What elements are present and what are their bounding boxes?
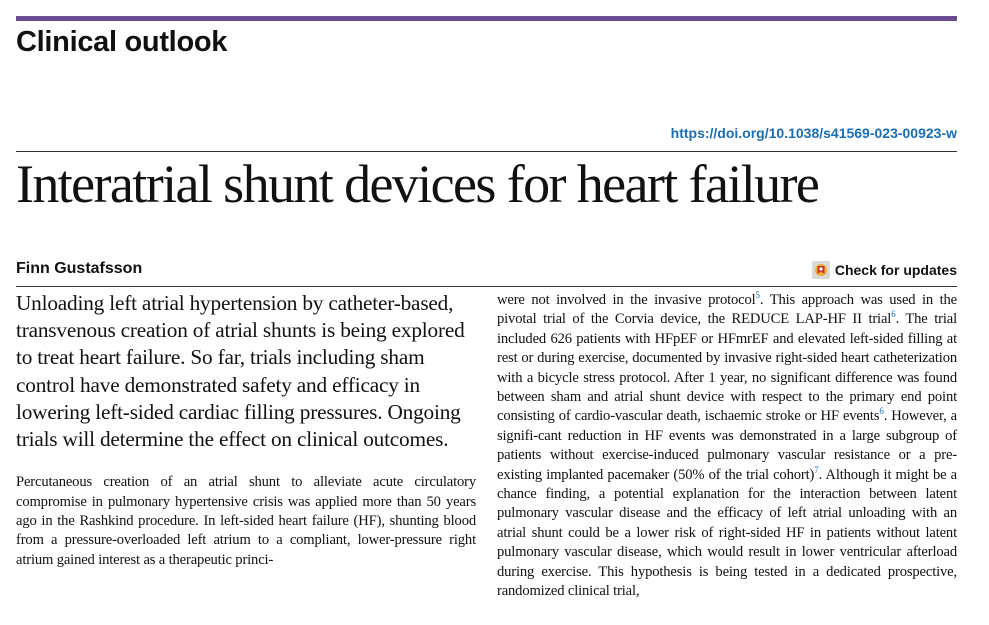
body-text-segment: . This approach was used in the pivotal trial of the Corvia device, the REDUCE LAP-HF II trial [497, 292, 957, 328]
reference-link[interactable]: 6 [891, 309, 896, 320]
body-paragraph-right [497, 291, 957, 602]
reference-link[interactable]: 6 [879, 406, 884, 417]
standfirst: Unloading left atrial hypertension by catheter-based, transvenous creation of atrial shunts is being explored to treat heart failure. So far, trials including sham control have demonstrated safety and efficacy in lowering left-sided cardiac filling pressures. Ongoing trials will determine the effect on clinical outcomes. [16, 291, 465, 452]
body-paragraph-left: Percutaneous creation of an atrial shunt to alleviate acute circulatory compromise in pulmonary hypertensive crisis was applied more than 50 years ago in the Rashkind procedure. In left-sided heart failure (HF), shunting blood from a pressure-overloaded left atrium to a compliant, lower-pressure right atrium gained interest as a therapeutic princi- [16, 474, 476, 568]
author-name[interactable]: Finn Gustafsson [16, 260, 143, 277]
accent-bar [16, 16, 957, 21]
left-column [16, 290, 476, 570]
reference-link[interactable]: 7 [814, 464, 819, 475]
doi-link[interactable]: https://doi.org/10.1038/s41569-023-00923-w [670, 125, 957, 141]
section-label: Clinical outlook [16, 26, 228, 58]
reference-link[interactable]: 5 [755, 290, 760, 301]
byline-divider [16, 286, 957, 287]
body-text-segment: were not involved in the invasive protocol [497, 292, 756, 308]
article-title: Interatrial shunt devices for heart failure [16, 154, 819, 214]
check-for-updates-button[interactable] [812, 261, 957, 279]
body-text-segment: . The trial included 626 patients with HFpEF or HFmrEF and elevated left-sided filling at rest or during exercise, documented by invasive right-sided heart catheterization with a bicycle stress protocol. After 1 year, no significant difference was found between sham and atrial shunt device with respect to the primary end point consisting of cardio-vascular death, ischaemic stroke or HF events [497, 311, 957, 425]
body-text-segment: . Although it might be a chance finding, a potential explanation for the interaction between latent pulmonary vascular disease and the efficacy of left atrial unloading with an atrial shunt could be a lower risk of right-sided HF in patients without latent pulmonary vascular disease, which would result in lower ventricular afterload during exercise. This hypothesis is being tested in a dedicated prospective, randomized clinical trial, [497, 466, 957, 600]
crossmark-icon [812, 261, 830, 279]
check-for-updates-label: Check for updates [834, 262, 957, 278]
right-column [497, 290, 957, 602]
body-text-segment: . However, a signifi-cant reduction in HF events was demonstrated in a large subgroup of patients without exercise-induced pulmonary vascular resistance or a pre-existing implanted pacemaker (50% of the trial cohort) [497, 408, 957, 483]
